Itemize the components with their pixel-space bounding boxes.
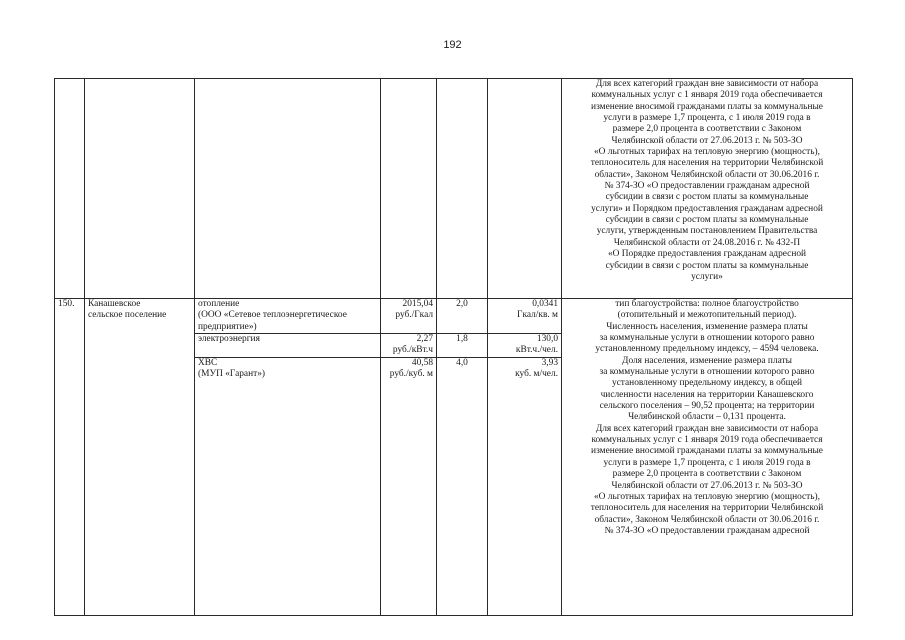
service-line: (ООО «Сетевое теплоэнергетическое [198,310,347,321]
entry-note-cell [562,299,853,616]
note-line: «О льготных тарифах на тепловую энергию (мощность), [593,491,821,502]
norm-line: 3,93 [541,357,558,368]
cell-settlement-empty [85,79,195,299]
note-line: коммунальных услуг с 1 января 2019 года обеспечивается [591,90,823,101]
note-line: за коммунальные услуги в отношении которого равно [599,367,815,378]
norm-heating [488,299,562,334]
note-line: «О Порядке предоставления гражданам адресной [607,249,807,260]
note-line: за коммунальные услуги в отношении которого равно [599,333,815,344]
top-note-cell [562,79,853,299]
note-line: области», Законом Челябинской области от 30.06.2016 г. [594,169,820,180]
note-line: услуги, утвержденным постановлением Правительства [596,226,818,237]
table-row-continuation [55,79,853,299]
note-line: Челябинской области – 0,131 процента. [628,412,786,423]
tariff-electricity [381,334,437,358]
service-electricity [195,334,381,358]
note-line: субсидии в связи с ростом платы за коммунальные [605,192,809,203]
settlement-line: Канашевское [88,299,141,309]
percent-electricity: 1,8 [437,334,488,358]
norm-line: 130,0 [536,334,558,345]
norm-cold-water [488,357,562,615]
note-line: установленному предельному индексу, в общей [611,378,803,389]
note-line: Челябинской области от 27.06.2013 г. № 503-ЗО [611,135,803,146]
norm-line: 0,0341 [532,299,558,309]
norm-line: кВт.ч./чел. [515,345,558,356]
service-line: отопление [198,299,240,309]
tariff-heating [381,299,437,334]
note-line: размере 2,0 процента в соответствии с Законом [612,469,802,480]
note-line: Доля населения, изменение размера платы [622,355,792,366]
note-line: № 374-ЗО «О предоставлении гражданам адресной [604,525,810,536]
norm-line: куб. м/чел. [515,369,558,380]
tariff-line: 2015,04 [402,299,433,309]
tariff-line: 40,58 [411,357,433,368]
service-line: (МУП «Гарант») [198,369,266,380]
note-line: изменение вносимой гражданами платы за коммунальные [591,101,823,112]
tariff-line: руб./кВт.ч [392,345,433,356]
service-cold-water [195,357,381,615]
cell-percent-empty [437,79,488,299]
cell-service-empty [195,79,381,299]
tariff-line: руб./Гкал [395,310,433,321]
entry-number: 150. [55,299,85,616]
note-line: услуги в размере 1,7 процента, с 1 июля 2019 года в [603,113,811,124]
note-line: коммунальных услуг с 1 января 2019 года обеспечивается [591,435,823,446]
note-line: Численность населения, изменение размера платы [606,321,808,332]
note-line: субсидии в связи с ростом платы за коммунальные [605,215,809,226]
cell-tariff-empty [381,79,437,299]
note-line: услуги в размере 1,7 процента, с 1 июля 2019 года в [603,457,811,468]
norm-electricity [488,334,562,358]
note-line: «О льготных тарифах на тепловую энергию (мощность), [593,147,821,158]
note-line: сельского поселения – 90,52 процента; на территории [599,401,815,412]
note-line: изменение вносимой гражданами платы за коммунальные [591,446,823,457]
note-line: тип благоустройства: полное благоустройство [615,299,799,309]
note-line: Челябинской области от 27.06.2013 г. № 503-ЗО [611,480,803,491]
note-line: установленному предельному индексу, – 4594 человека. [595,344,819,355]
cell-norm-empty [488,79,562,299]
tariff-line: 2,27 [416,334,433,345]
tariff-cold-water [381,357,437,615]
settlement-line: сельское поселение [88,310,167,321]
percent-cold-water: 4,0 [437,357,488,615]
note-line: услуги» [691,271,723,282]
note-line: Челябинской области от 24.08.2016 г. № 432-П [613,237,801,248]
note-line: Для всех категорий граждан вне зависимости от набора [595,423,819,434]
page-number: 192 [443,39,462,51]
note-line: субсидии в связи с ростом платы за коммунальные [605,260,809,271]
note-line: (отопительный и межотопительный период). [617,310,797,321]
note-line: № 374-ЗО «О предоставлении гражданам адресной [604,181,810,192]
note-line: области», Законом Челябинской области от 30.06.2016 г. [594,514,820,525]
service-line: электроэнергия [198,334,260,345]
table-row-entry [55,299,853,334]
norm-line: Гкал/кв. м [517,310,558,321]
service-heating [195,299,381,334]
note-line: теплоноситель для населения на территории Челябинской [590,158,824,169]
tariff-table [54,78,853,616]
note-line: размере 2,0 процента в соответствии с Законом [612,124,802,135]
note-line: численности населения на территории Канашевского [600,389,814,400]
settlement-name [85,299,195,616]
service-line: ХВС [198,357,218,368]
note-line: Для всех категорий граждан вне зависимости от набора [595,79,819,89]
note-line: теплоноситель для населения на территории Челябинской [590,503,824,514]
service-line: предприятие») [198,321,257,332]
cell-number-empty [55,79,85,299]
tariff-line: руб./куб. м [389,369,433,380]
note-line: услуги» и Порядком предоставления гражданам адресной [591,203,823,214]
percent-heating: 2,0 [437,299,488,334]
